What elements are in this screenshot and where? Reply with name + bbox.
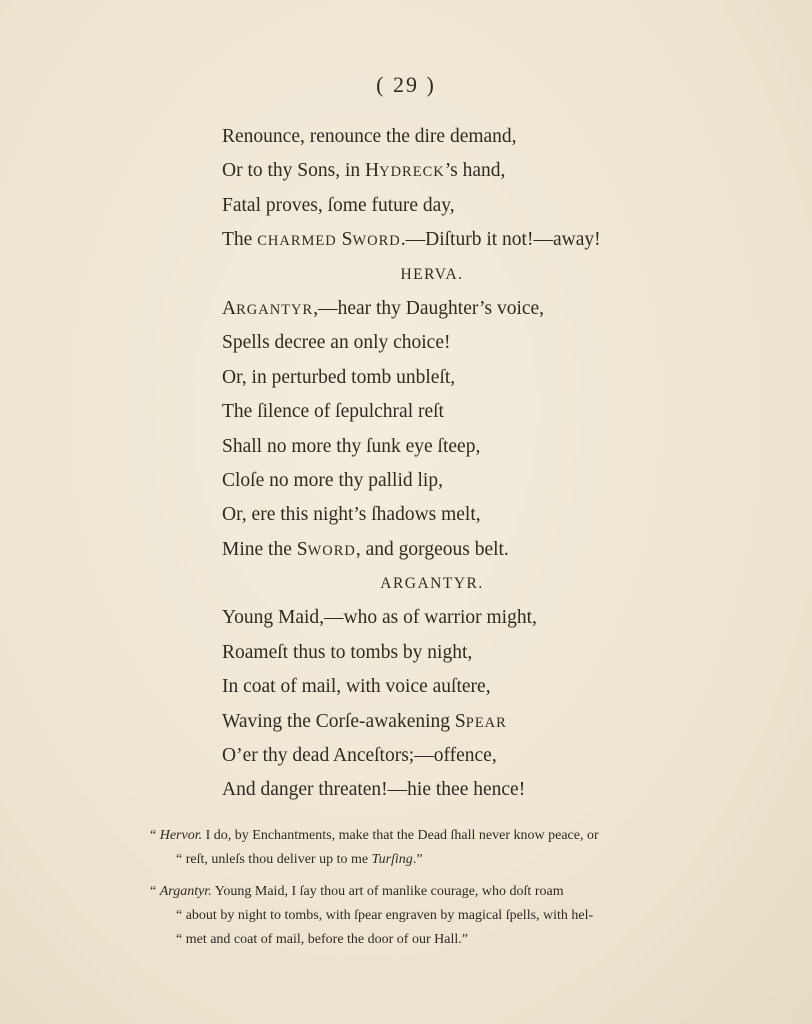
poem-line: In coat of mail, with voice auſtere, [222, 676, 491, 698]
footnote: “ Argantyr. Young Maid, I ſay thou art of manlike courage, who doſt roam “ about by night to tombs, with ſpear engraven by magical ſpells, with hel- “ met and coat of mail, before the door of our Hall.” [150, 884, 594, 947]
footnote: “ Hervor. I do, by Enchantments, make that the Dead ſhall never know peace, or “ reſt, unleſs thou deliver up to me Turſing.” [150, 828, 599, 867]
poem-line: ARGANTYR,—hear thy Daughter’s voice, [222, 297, 545, 319]
poem-line: Renounce, renounce the dire demand, [222, 126, 517, 147]
poem-line: The ſilence of ſepulchral reſt [222, 401, 444, 423]
poem-line: Or to thy Sons, in HYDRECK’s hand, [222, 160, 506, 182]
poem-text [222, 120, 762, 808]
footnotes [150, 824, 710, 960]
poem-line: Cloſe no more thy pallid lip, [222, 469, 443, 491]
poem-line: Or, ere this night’s ſhadows melt, [222, 504, 481, 526]
poem-line: Fatal proves, ſome future day, [222, 194, 455, 216]
poem-line: Spells decree an only choice! [222, 332, 451, 354]
footnote-speaker: Argantyr. [159, 884, 212, 899]
poem-line: Roameſt thus to tombs by night, [222, 641, 473, 663]
poem-line: And danger threaten!—hie thee hence! [222, 779, 526, 801]
page-number: ( 29 ) [376, 72, 436, 97]
speaker-heading: ARGANTYR. [380, 575, 484, 593]
poem-line: Waving the Corſe-awakening SPEAR [222, 710, 507, 732]
poem-line: O’er thy dead Anceſtors;—offence, [222, 745, 497, 767]
poem-line: Or, in perturbed tomb unbleſt, [222, 366, 456, 388]
poem-line: Mine the SWORD, and gorgeous belt. [222, 538, 509, 560]
poem-line: Shall no more thy ſunk eye ſteep, [222, 435, 481, 457]
poem-line: Young Maid,—who as of warrior might, [222, 607, 537, 629]
poem-line: The CHARMED SWORD.—Diſturb it not!—away! [222, 229, 601, 251]
footnote-speaker: Hervor. [159, 828, 203, 843]
speaker-heading: HERVA. [400, 265, 464, 283]
